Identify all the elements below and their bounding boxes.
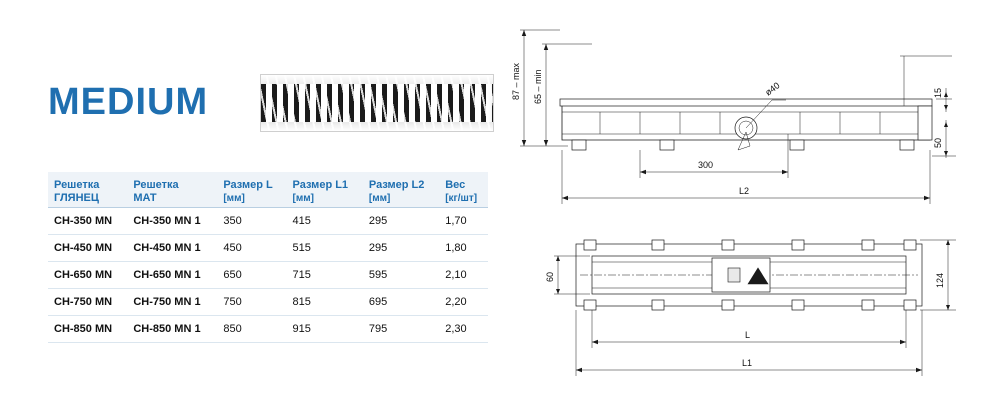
label-L: L (745, 330, 751, 340)
cell-grating-matt: CH-650 MN 1 (127, 262, 217, 289)
cell-size-l: 350 (217, 208, 286, 235)
table-body (48, 208, 488, 343)
technical-drawings (500, 0, 1000, 412)
table-head (48, 172, 488, 208)
cell-weight: 1,80 (439, 235, 488, 262)
col-header-weight: Вес [кг/шт] (439, 172, 488, 208)
cell-grating-gloss: CH-750 MN (48, 289, 127, 316)
label-65-min: 65 – min (533, 69, 543, 104)
cell-size-l: 650 (217, 262, 286, 289)
top-plan-view (545, 240, 956, 376)
cell-grating-matt: CH-750 MN 1 (127, 289, 217, 316)
table-row (48, 316, 488, 343)
col-header-size-l: Размер L [мм] (217, 172, 286, 208)
cell-size-l1: 515 (287, 235, 363, 262)
table-row (48, 262, 488, 289)
dim-L1 (576, 310, 922, 376)
cell-size-l: 450 (217, 235, 286, 262)
page-title: MEDIUM (48, 81, 209, 123)
col-header-size-l1: Размер L1 [мм] (287, 172, 363, 208)
dim-L2 (562, 150, 930, 204)
right-end-cap (918, 106, 932, 140)
plan-outlet-module (712, 258, 770, 292)
cell-weight: 2,10 (439, 262, 488, 289)
cell-grating-gloss: CH-650 MN (48, 262, 127, 289)
col-header-grating-matt: Решетка МАТ (127, 172, 217, 208)
label-124: 124 (935, 272, 945, 288)
table-row (48, 289, 488, 316)
brand-block (48, 78, 448, 128)
cell-weight: 2,20 (439, 289, 488, 316)
cell-grating-gloss: CH-450 MN (48, 235, 127, 262)
drawing-canvas (500, 0, 1000, 412)
cell-size-l1: 715 (287, 262, 363, 289)
table-row (48, 208, 488, 235)
cell-size-l1: 915 (287, 316, 363, 343)
label-87-max: 87 – max (511, 62, 521, 100)
cell-size-l2: 795 (363, 316, 439, 343)
col-header-size-l2: Размер L2 [мм] (363, 172, 439, 208)
channel-top-plate (560, 99, 932, 106)
label-L1: L1 (742, 358, 753, 368)
cell-size-l: 750 (217, 289, 286, 316)
cell-size-l1: 415 (287, 208, 363, 235)
table-row (48, 235, 488, 262)
col-header-grating-gloss: Решетка ГЛЯНЕЦ (48, 172, 127, 208)
side-elevation-view (511, 30, 956, 204)
dims-height-left (511, 30, 592, 146)
cell-size-l1: 815 (287, 289, 363, 316)
cell-grating-gloss: CH-350 MN (48, 208, 127, 235)
grating-slot-pattern (261, 75, 493, 131)
cell-weight: 2,30 (439, 316, 488, 343)
dim-L (592, 310, 906, 348)
cell-size-l2: 695 (363, 289, 439, 316)
cell-size-l2: 595 (363, 262, 439, 289)
label-300: 300 (698, 160, 714, 170)
cell-weight: 1,70 (439, 208, 488, 235)
cell-size-l2: 295 (363, 235, 439, 262)
label-50: 50 (933, 137, 943, 148)
cell-grating-matt: CH-350 MN 1 (127, 208, 217, 235)
cell-grating-matt: CH-850 MN 1 (127, 316, 217, 343)
cell-grating-matt: CH-450 MN 1 (127, 235, 217, 262)
label-60: 60 (545, 271, 555, 282)
grating-photo (260, 74, 494, 132)
specification-table (48, 172, 488, 343)
label-L2: L2 (739, 186, 750, 196)
cell-grating-gloss: CH-850 MN (48, 316, 127, 343)
table-header-row (48, 172, 488, 208)
dim-124 (920, 240, 956, 310)
label-d40: ø40 (763, 80, 782, 98)
label-15: 15 (933, 87, 943, 98)
cell-size-l: 850 (217, 316, 286, 343)
cell-size-l2: 295 (363, 208, 439, 235)
